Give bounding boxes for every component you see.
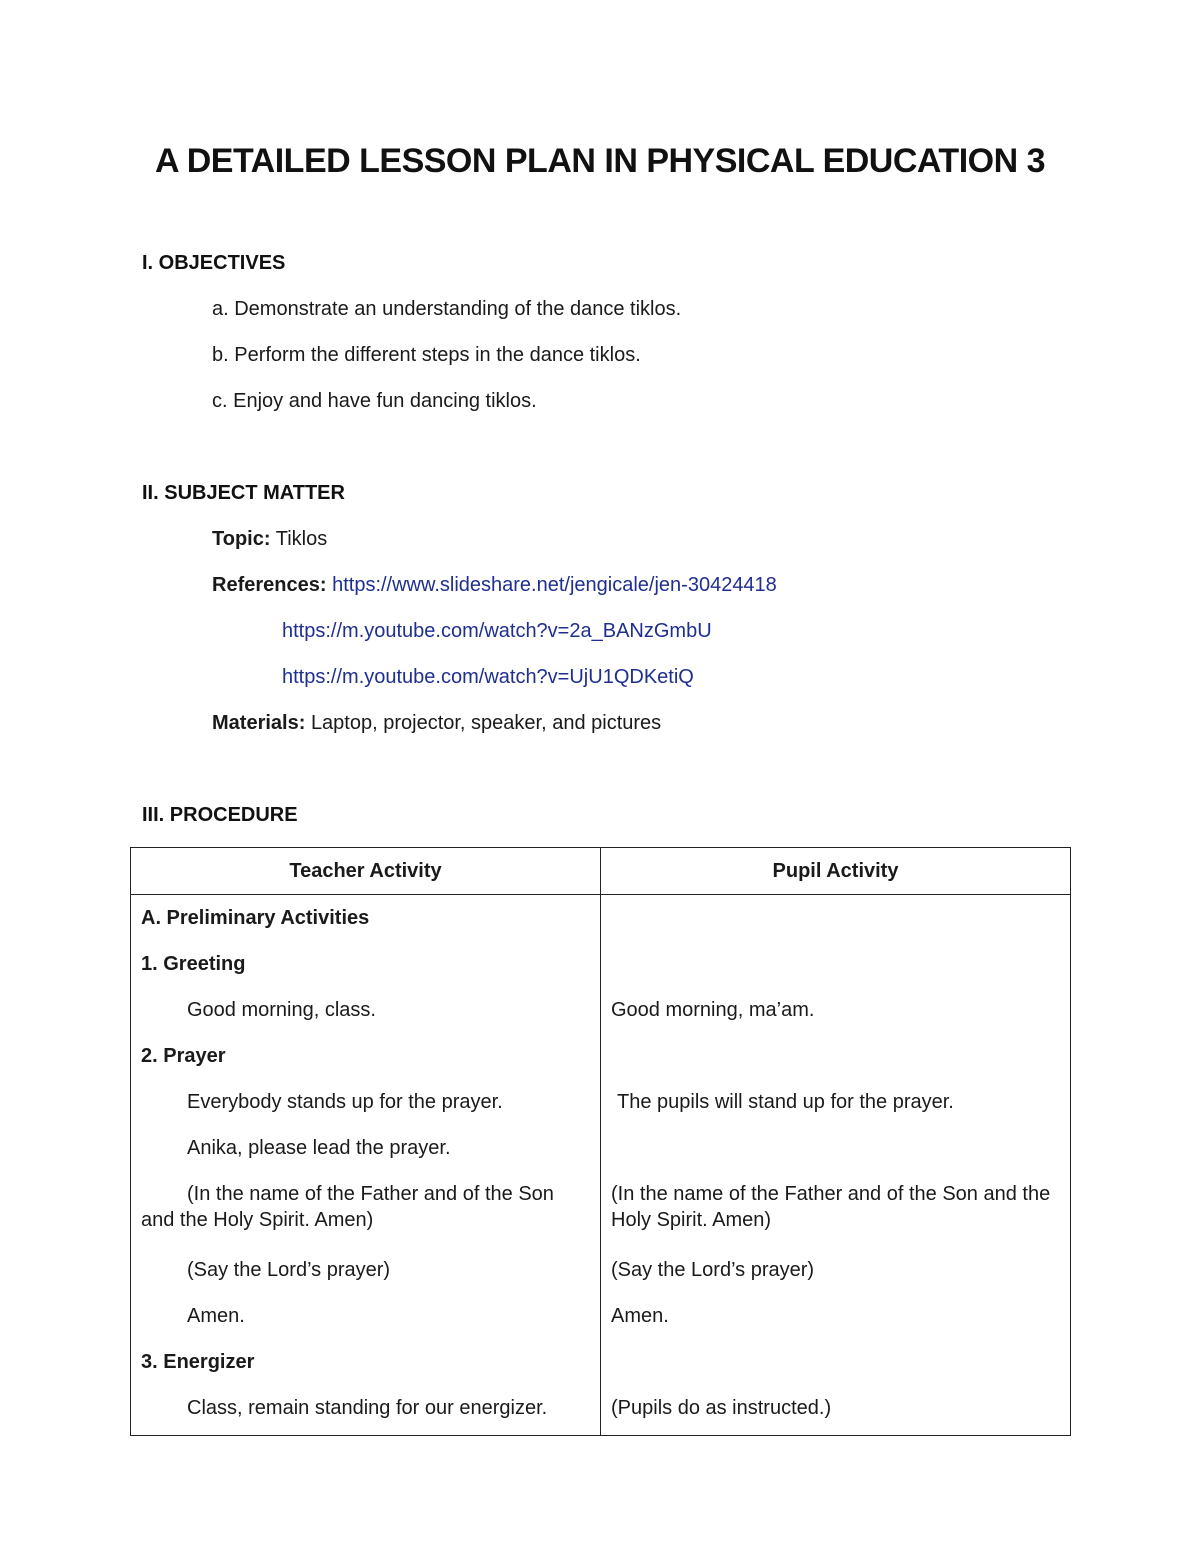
pupil-activity-header: Pupil Activity (601, 848, 1071, 895)
topic-value: Tiklos (275, 528, 328, 550)
prayer-teacher-line: (In the name of the Father and of the Son and the Holy Spirit. Amen) (141, 1183, 554, 1231)
pupil-activity-cell (601, 895, 1071, 1436)
prayer-pupil-line: (Say the Lord’s prayer) (611, 1259, 815, 1281)
prayer-pupil-line: Amen. (611, 1305, 669, 1327)
references-label: References: (212, 574, 327, 596)
objectives-heading: I. OBJECTIVES (142, 252, 286, 274)
energizer-teacher-line: Class, remain standing for our energizer. (187, 1397, 548, 1419)
table-row (131, 895, 1071, 1436)
objective-item: c. Enjoy and have fun dancing tiklos. (212, 390, 537, 412)
greeting-heading: 1. Greeting (141, 953, 246, 975)
table-header-row (131, 848, 1071, 895)
preliminary-activities-heading: A. Preliminary Activities (141, 907, 370, 929)
reference-link[interactable]: https://m.youtube.com/watch?v=UjU1QDKetiQ (282, 666, 694, 688)
materials-value: Laptop, projector, speaker, and pictures (310, 712, 662, 734)
topic-label: Topic: (212, 528, 271, 550)
procedure-heading: III. PROCEDURE (142, 804, 298, 826)
teacher-activity-cell (131, 895, 601, 1436)
prayer-pupil-line: The pupils will stand up for the prayer. (617, 1091, 954, 1113)
prayer-heading: 2. Prayer (141, 1045, 226, 1067)
materials-label: Materials: (212, 712, 306, 734)
teacher-activity-header: Teacher Activity (131, 848, 601, 895)
materials-line (212, 712, 661, 735)
document-title: A DETAILED LESSON PLAN IN PHYSICAL EDUCATION 3 (154, 142, 1046, 180)
subject-matter-heading: II. SUBJECT MATTER (142, 482, 345, 504)
greeting-teacher-line: Good morning, class. (187, 999, 376, 1021)
prayer-teacher-line: (Say the Lord’s prayer) (187, 1259, 391, 1281)
prayer-teacher-line: Amen. (187, 1305, 245, 1327)
reference-link[interactable]: https://m.youtube.com/watch?v=2a_BANzGmbU (282, 620, 712, 642)
topic-line (212, 528, 327, 551)
objective-item: a. Demonstrate an understanding of the dance tiklos. (212, 298, 682, 320)
reference-link[interactable]: https://www.slideshare.net/jengicale/jen-30424418 (332, 574, 777, 596)
references-line (212, 574, 777, 597)
greeting-pupil-line: Good morning, ma’am. (611, 999, 815, 1021)
objective-item: b. Perform the different steps in the dance tiklos. (212, 344, 641, 366)
energizer-pupil-line: (Pupils do as instructed.) (611, 1397, 832, 1419)
energizer-heading: 3. Energizer (141, 1351, 255, 1373)
prayer-teacher-line: Anika, please lead the prayer. (187, 1137, 451, 1159)
prayer-pupil-line: (In the name of the Father and of the Son and the Holy Spirit. Amen) (611, 1183, 1051, 1231)
procedure-table (130, 847, 1071, 1436)
prayer-teacher-line: Everybody stands up for the prayer. (187, 1091, 503, 1113)
